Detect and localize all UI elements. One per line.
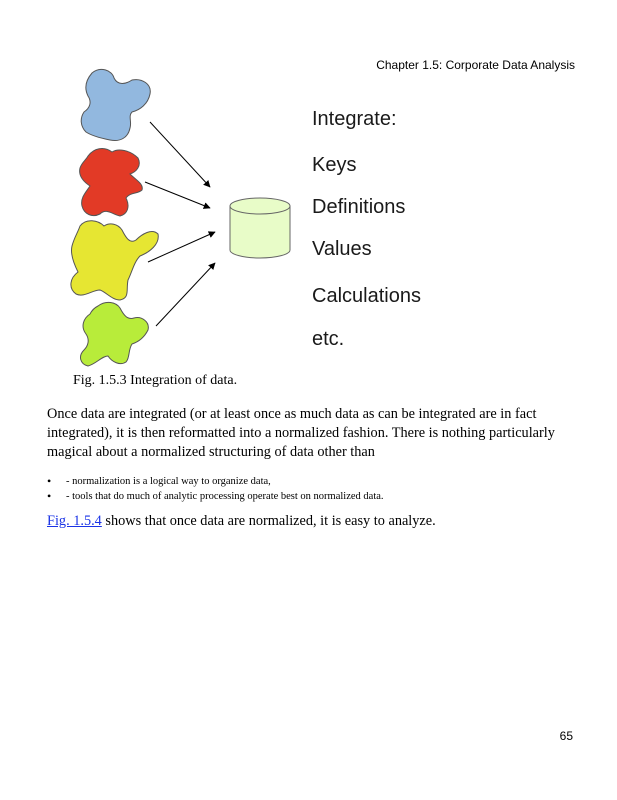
bullet-icon: •: [47, 474, 52, 488]
bullet-text: - tools that do much of analytic processing operate best on normalized data.: [66, 491, 384, 502]
figure-item-keys: Keys: [312, 154, 357, 176]
arrow-blue-to-db: [150, 122, 210, 187]
figure-item-integrate: Integrate:: [312, 108, 397, 130]
arrow-green-to-db: [156, 263, 215, 326]
list-item: [47, 474, 384, 489]
figure-link[interactable]: Fig. 1.5.4: [47, 513, 102, 529]
database-cylinder-icon: [230, 198, 290, 258]
figure-caption: Fig. 1.5.3 Integration of data.: [73, 373, 238, 388]
yellow-data-shape: [71, 221, 158, 300]
body-paragraph: Once data are integrated (or at least once as much data as can be integrated are in fact integrated), it is then reformatted into a normalized fashion. There is nothing particularly magical about a normalized structuring of data other than: [47, 406, 555, 460]
chapter-header: Chapter 1.5: Corporate Data Analysis: [376, 58, 575, 72]
list-item: [47, 489, 384, 504]
reference-text: shows that once data are normalized, it is easy to analyze.: [101, 513, 436, 529]
bullet-icon: •: [47, 489, 52, 503]
figure-item-values: Values: [312, 238, 372, 260]
bullet-text: - normalization is a logical way to organize data,: [66, 476, 271, 487]
figure-item-definitions: Definitions: [312, 196, 406, 218]
green-data-shape: [81, 302, 149, 366]
figure-item-etc: etc.: [312, 328, 345, 350]
arrow-red-to-db: [145, 182, 210, 208]
reference-paragraph: [47, 513, 436, 530]
page-number: 65: [559, 729, 573, 743]
blue-data-shape: [81, 69, 150, 140]
bullet-list: [47, 474, 384, 504]
red-data-shape: [80, 149, 143, 216]
figure-item-calculations: Calculations: [312, 285, 421, 307]
